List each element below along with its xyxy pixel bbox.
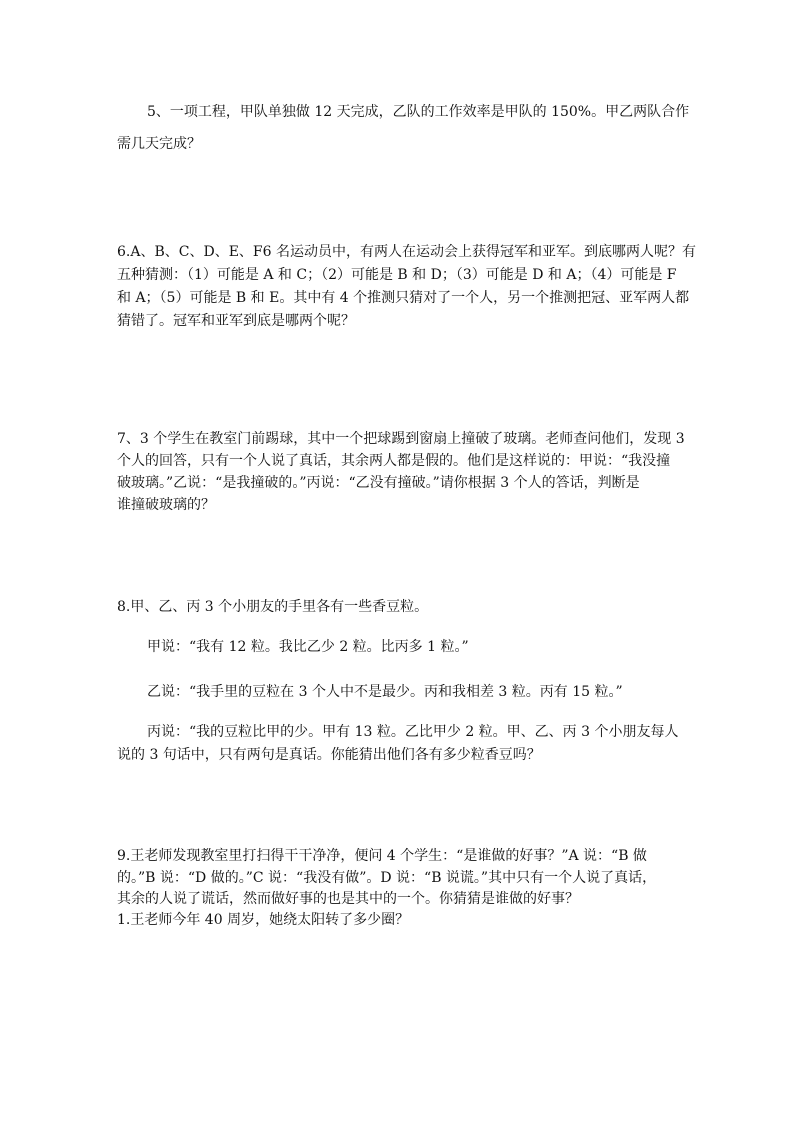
q1-line-1: 1.王老师今年 40 周岁，她绕太阳转了多少圈？ (117, 912, 410, 928)
q8-bing-statement-1: 丙说：“我的豆粒比甲的少。甲有 13 粒。乙比甲少 2 粒。甲、乙、丙 3 个小朋友每人 (147, 724, 679, 740)
q7-line-4: 谁撞破玻璃的？ (117, 497, 215, 513)
q6-line-4: 猜错了。冠军和亚军到底是哪两个呢？ (117, 313, 355, 329)
q7-line-3: 破玻璃。”乙说：“是我撞破的。”丙说：“乙没有撞破。”请你根据 3 个人的答话，判断是 (117, 475, 640, 491)
q6-line-2: 五种猜测：（1）可能是 A 和 C；（2）可能是 B 和 D；（3）可能是 D 和 A；（4）可能是 F (117, 267, 677, 283)
q9-line-1: 9.王老师发现教室里打扫得干干净净，便问 4 个学生：“是谁做的好事？”A 说：“B 做 (117, 848, 647, 864)
q6-line-1: 6.A、B、C、D、E、F6 名运动员中，有两人在运动会上获得冠军和亚军。到底哪两人呢？有 (117, 244, 696, 260)
q5-line-1: 5、一项工程，甲队单独做 12 天完成，乙队的工作效率是甲队的 150%。甲乙两队合作 (147, 104, 690, 120)
q8-jia-statement: 甲说：“我有 12 粒。我比乙少 2 粒。比丙多 1 粒。” (147, 639, 469, 655)
q8-bing-statement-2: 说的 3 句话中，只有两句是真话。你能猜出他们各有多少粒香豆吗？ (117, 747, 541, 763)
q8-line-1: 8.甲、乙、丙 3 个小朋友的手里各有一些香豆粒。 (117, 599, 429, 615)
q6-line-3: 和 A；（5）可能是 B 和 E。其中有 4 个推测只猜对了一个人，另一个推测把冠、亚军两人都 (117, 290, 690, 306)
q9-line-2: 的。”B 说：“D 做的。”C 说：“我没有做”。D 说：“B 说谎。”其中只有一个人说了真话， (117, 870, 657, 886)
q7-line-1: 7、3 个学生在教室门前踢球，其中一个把球踢到窗扇上撞破了玻璃。老师查问他们，发现 3 (117, 431, 685, 447)
q9-line-3: 其余的人说了谎话，然而做好事的也是其中的一个。你猜猜是谁做的好事？ (117, 891, 579, 907)
q5-line-2: 需几天完成？ (117, 136, 201, 152)
q7-line-2: 个人的回答，只有一个人说了真话，其余两人都是假的。他们是这样说的：甲说：“我没撞 (117, 453, 671, 469)
q8-yi-statement: 乙说：“我手里的豆粒在 3 个人中不是最少。丙和我相差 3 粒。丙有 15 粒。” (147, 684, 623, 700)
